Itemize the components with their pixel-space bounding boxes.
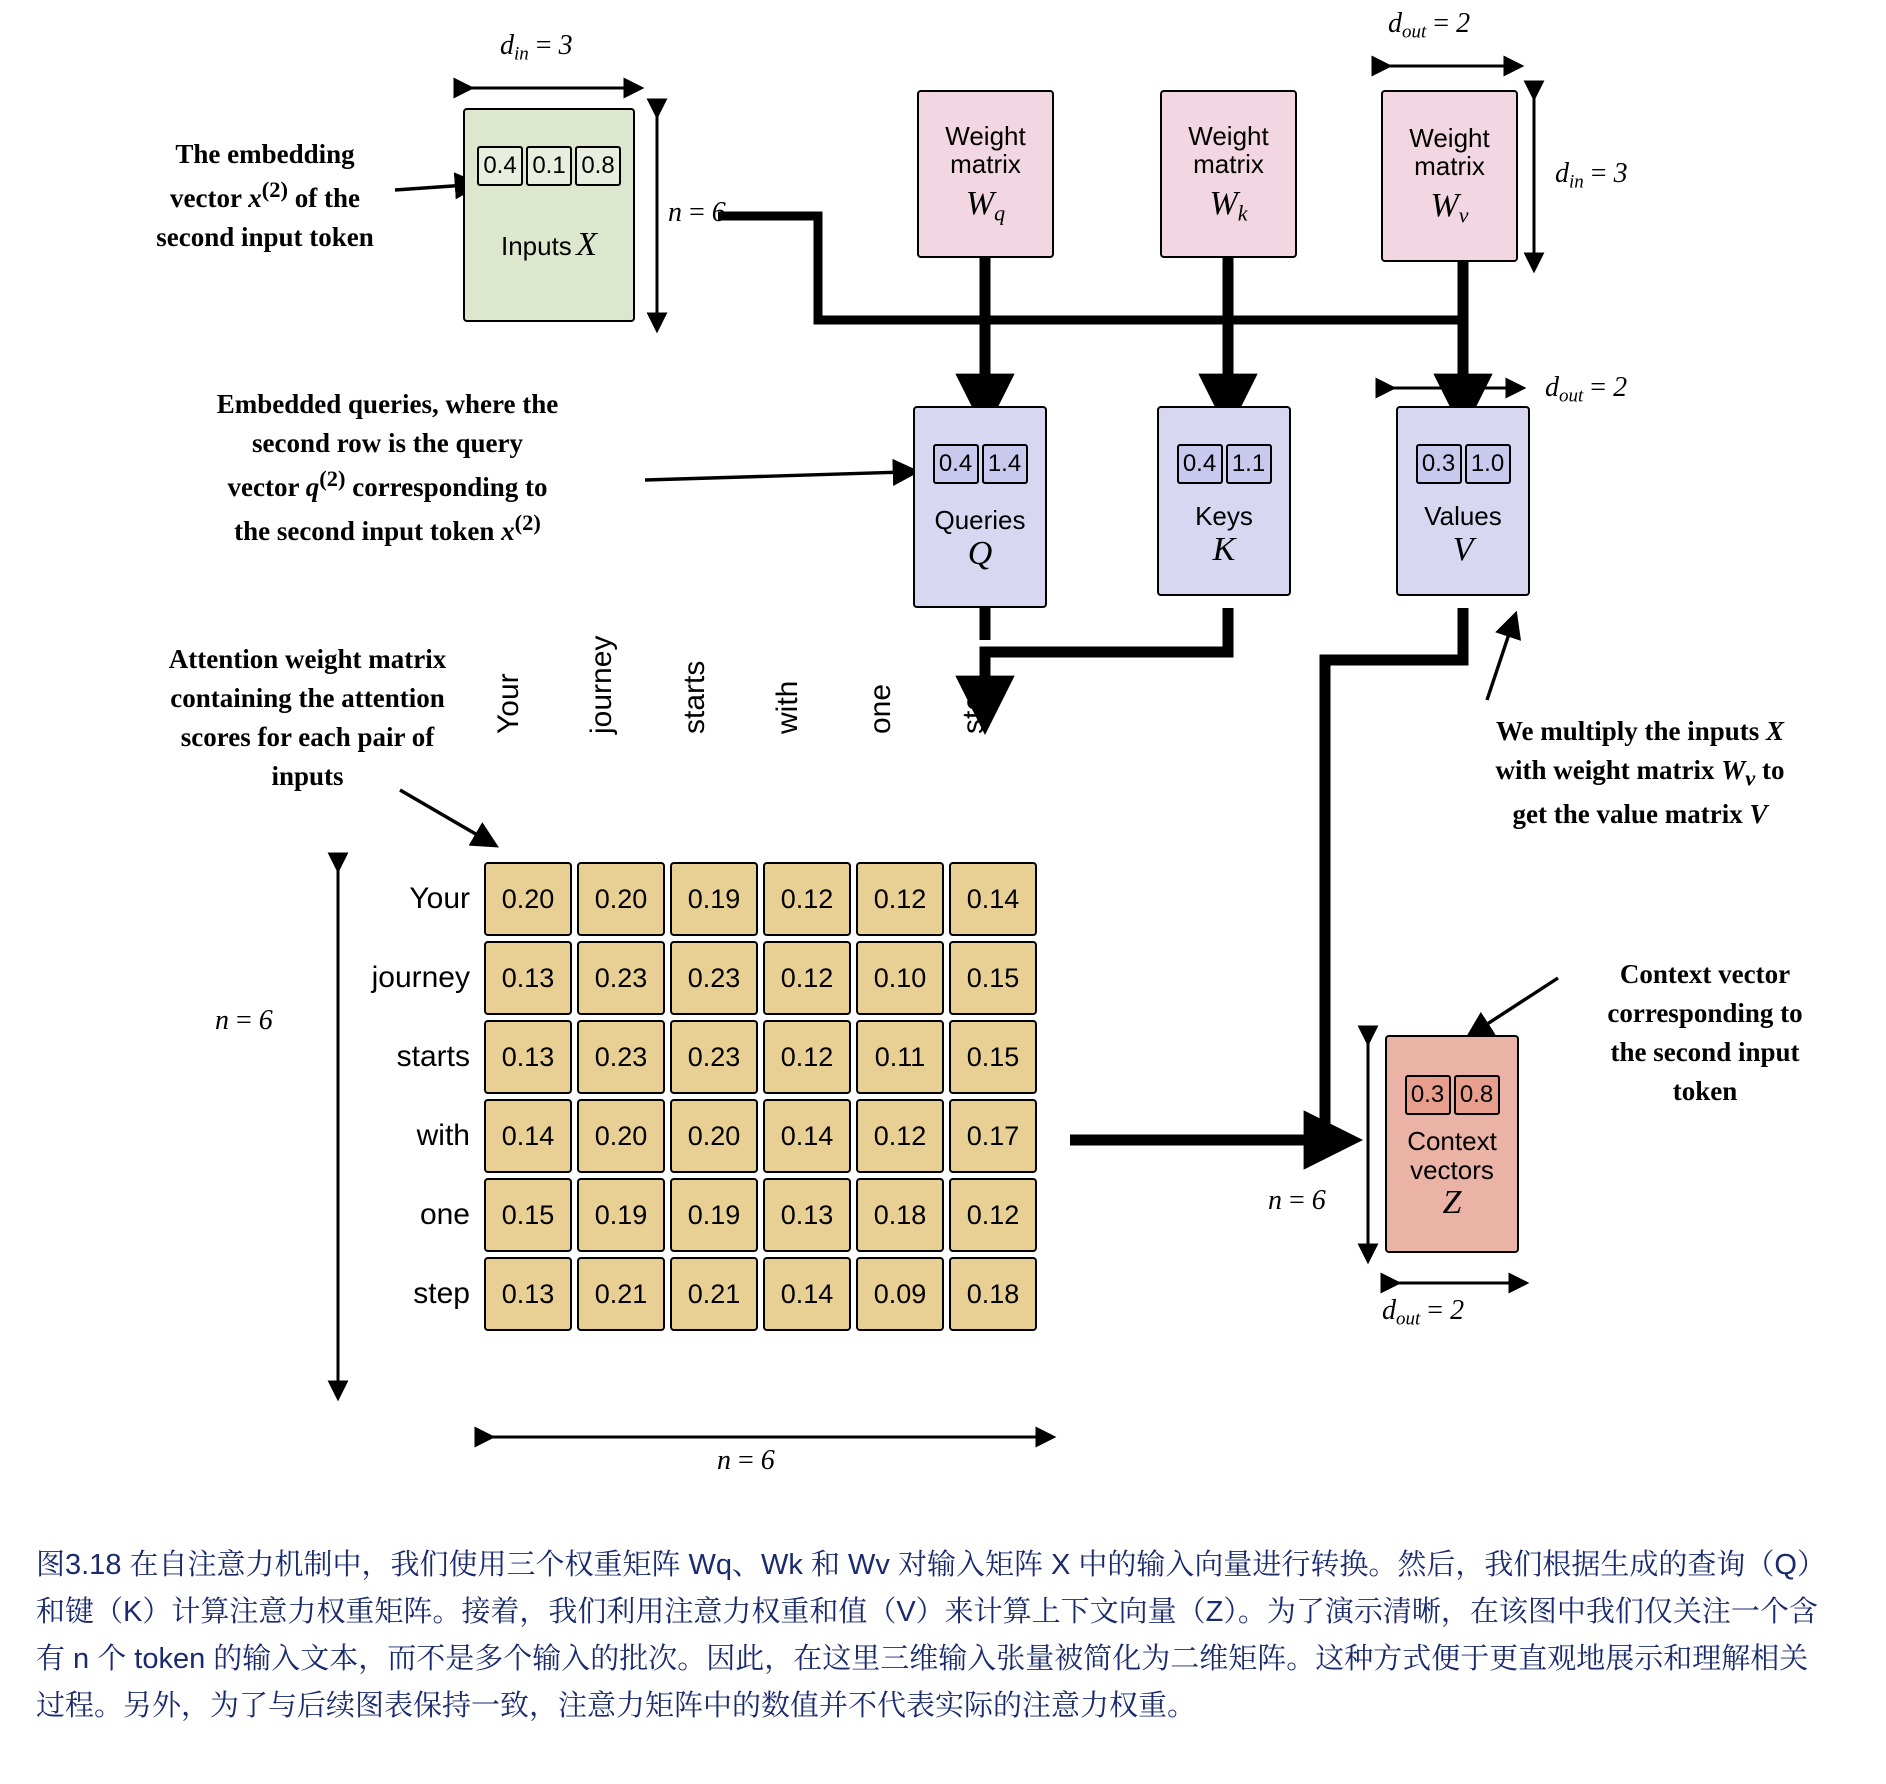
context-row-cells: [1405, 1075, 1500, 1115]
attention-cell-2-1: 0.23: [577, 1020, 665, 1094]
queries-caption: Queries: [934, 505, 1026, 535]
values-matrix: [1396, 406, 1530, 596]
annotation-values-line3: get the value matrix V: [1512, 799, 1768, 830]
annotation-embedding-line1: The embedding: [175, 139, 355, 169]
attention-cell-5-5: 0.18: [949, 1257, 1037, 1331]
attention-row-label-3: with: [416, 1119, 470, 1152]
keys-cell-0: 0.4: [1177, 444, 1223, 484]
values-row-cells: [1416, 444, 1511, 484]
wq-caption-line2: matrix: [950, 149, 1021, 180]
dim-label-dout-wv: $d_{out} = 2$: [1388, 8, 1471, 43]
attention-row-label-4: one: [419, 1198, 470, 1231]
keys-caption: Keys: [1195, 501, 1253, 531]
attention-row-label-0: Your: [409, 882, 470, 915]
keys-matrix: [1157, 406, 1291, 596]
attention-cell-2-3: 0.12: [763, 1020, 851, 1094]
attention-cell-5-2: 0.21: [670, 1257, 758, 1331]
annotation-embedding-line3: second input token: [156, 222, 374, 253]
attention-cell-0-0: 0.20: [484, 862, 572, 936]
annotation-queries-line3: vector $q^{(2)}$ corresponding to: [227, 466, 548, 503]
attention-cell-4-3: 0.13: [763, 1178, 851, 1252]
values-caption: Values: [1424, 501, 1502, 531]
annotation-queries-line2: second row is the query: [251, 428, 523, 459]
annotation-context-line4: token: [1672, 1076, 1738, 1107]
attention-cell-3-2: 0.20: [670, 1099, 758, 1173]
inputs-matrix: [463, 108, 635, 322]
annotation-queries-line1: Embedded queries, where the: [216, 389, 559, 419]
dim-label-dout-values: $d_{out} = 2$: [1545, 372, 1628, 407]
attention-column-labels: [484, 635, 1045, 734]
inputs-caption: Inputs: [500, 231, 572, 261]
attention-cell-4-1: 0.19: [577, 1178, 665, 1252]
attention-cell-4-5: 0.12: [949, 1178, 1037, 1252]
figure-caption: 图3.18 在自注意力机制中，我们使用三个权重矩阵 Wq、Wk 和 Wv 对输入矩阵 X 中的输入向量进行转换。然后，我们根据生成的查询（Q）和键（K）计算注意力权重矩阵。接着，我们利用注意力权重和值（V）来计算上下文向量（Z）。为了演示清晰，在该图中我们仅关注一个含有 n 个 token 的输入文本，而不是多个输入的批次。因此，在这里三维输入张量被简化为二维矩阵。这种方式便于更直观地展示和理解相关过程。另外，为了与后续图表保持一致，注意力矩阵中的数值并不代表实际的注意力权重。: [36, 1549, 1826, 1722]
annotation-embedding-vector: [110, 135, 420, 257]
annotation-attention-matrix: [125, 640, 490, 797]
attention-cell-0-4: 0.12: [856, 862, 944, 936]
attention-row-label-1: journey: [371, 961, 470, 994]
queries-matrix: [913, 406, 1047, 608]
attention-cell-0-2: 0.19: [670, 862, 758, 936]
inputs-row-cells: [477, 146, 621, 186]
attention-cell-4-0: 0.15: [484, 1178, 572, 1252]
attention-cell-1-2: 0.23: [670, 941, 758, 1015]
annotation-context-line2: corresponding to: [1607, 998, 1803, 1029]
wv-caption-line1: Weight: [1409, 122, 1490, 153]
attention-cell-1-0: 0.13: [484, 941, 572, 1015]
attention-col-label-2: starts: [678, 660, 711, 734]
attention-cell-5-4: 0.09: [856, 1257, 944, 1331]
keys-row-cells: [1177, 444, 1272, 484]
wk-caption-line1: Weight: [1188, 120, 1269, 151]
attention-weight-grid: [484, 862, 1037, 1331]
inputs-cell-0: 0.4: [477, 146, 523, 186]
dim-label-n-context: n = 6: [1268, 1185, 1326, 1216]
context-cell-0: 0.3: [1405, 1075, 1451, 1115]
attention-cell-0-5: 0.14: [949, 862, 1037, 936]
context-vectors-matrix: [1385, 1035, 1519, 1253]
annotation-values-line1: We multiply the inputs X: [1495, 716, 1785, 746]
attention-cell-1-1: 0.23: [577, 941, 665, 1015]
wk-caption-line2: matrix: [1193, 149, 1264, 180]
context-symbol: Z: [1442, 1184, 1462, 1222]
attention-col-label-5: step: [957, 677, 990, 734]
keys-symbol: K: [1212, 530, 1236, 568]
queries-row-cells: [933, 444, 1028, 484]
attention-cell-1-4: 0.10: [856, 941, 944, 1015]
attention-cell-2-5: 0.15: [949, 1020, 1037, 1094]
wk-symbol: Wk: [1209, 184, 1248, 226]
annotation-values-line2: with weight matrix $W_v$ to: [1495, 755, 1785, 791]
annotation-attention-line3: scores for each pair of: [180, 722, 435, 753]
wv-symbol: Wv: [1430, 186, 1469, 228]
annotation-attention-line1: Attention weight matrix: [168, 644, 447, 674]
wv-caption-line2: matrix: [1414, 151, 1485, 182]
queries-cell-1: 1.4: [982, 444, 1028, 484]
queries-cell-0: 0.4: [933, 444, 979, 484]
attention-cell-2-0: 0.13: [484, 1020, 572, 1094]
weight-matrix-wk: [1160, 90, 1297, 258]
attention-row-label-5: step: [413, 1277, 470, 1310]
dim-label-n-attention-left: n = 6: [215, 1005, 273, 1036]
annotation-queries-line4: the second input token $x^{(2)}$: [234, 510, 541, 547]
values-cell-0: 0.3: [1416, 444, 1462, 484]
annotation-context-line3: the second input: [1610, 1037, 1800, 1068]
keys-cell-1: 1.1: [1226, 444, 1272, 484]
inputs-caption-line: [501, 226, 597, 264]
attention-cell-0-1: 0.20: [577, 862, 665, 936]
inputs-cell-1: 0.1: [526, 146, 572, 186]
attention-cell-3-4: 0.12: [856, 1099, 944, 1173]
inputs-symbol: X: [576, 226, 598, 263]
context-cell-1: 0.8: [1454, 1075, 1500, 1115]
context-caption-line1: Context: [1407, 1126, 1497, 1156]
dim-label-n-attention-bottom: n = 6: [717, 1445, 775, 1476]
attention-cell-3-3: 0.14: [763, 1099, 851, 1173]
weight-matrix-wq: [917, 90, 1054, 258]
dim-label-din-wv: $d_{in} = 3$: [1555, 158, 1628, 193]
annotation-values-multiply: [1440, 712, 1840, 834]
values-symbol: V: [1452, 530, 1474, 568]
attention-col-label-0: Your: [492, 673, 525, 734]
annotation-context-vector: [1540, 955, 1870, 1112]
attention-row-label-2: starts: [396, 1040, 470, 1073]
attention-cell-5-1: 0.21: [577, 1257, 665, 1331]
attention-cell-1-5: 0.15: [949, 941, 1037, 1015]
inputs-cell-2: 0.8: [575, 146, 621, 186]
dim-label-dout-context: $d_{out} = 2$: [1382, 1295, 1465, 1330]
attention-cell-1-3: 0.12: [763, 941, 851, 1015]
annotation-embedded-queries: [170, 385, 605, 552]
weight-matrix-wv: [1381, 90, 1518, 262]
attention-cell-3-0: 0.14: [484, 1099, 572, 1173]
dim-label-n-inputs: n = 6: [668, 197, 726, 228]
attention-cell-0-3: 0.12: [763, 862, 851, 936]
annotation-context-line1: Context vector: [1619, 959, 1791, 989]
attention-cell-2-2: 0.23: [670, 1020, 758, 1094]
attention-cell-2-4: 0.11: [856, 1020, 944, 1094]
wq-caption-line1: Weight: [945, 120, 1026, 151]
attention-cell-3-1: 0.20: [577, 1099, 665, 1173]
attention-cell-3-5: 0.17: [949, 1099, 1037, 1173]
annotation-attention-line2: containing the attention: [170, 683, 445, 714]
attention-cell-5-0: 0.13: [484, 1257, 572, 1331]
context-caption-line2: vectors: [1410, 1154, 1494, 1185]
wq-symbol: Wq: [965, 184, 1006, 226]
attention-col-label-4: one: [864, 683, 897, 734]
annotation-attention-line4: inputs: [271, 761, 344, 792]
annotation-embedding-line2: vector $x^{(2)}$ of the: [170, 177, 360, 214]
values-cell-1: 1.0: [1465, 444, 1511, 484]
attention-cell-4-4: 0.18: [856, 1178, 944, 1252]
dim-label-din-inputs: $d_{in} = 3$: [500, 30, 573, 65]
queries-symbol: Q: [967, 534, 993, 572]
attention-cell-4-2: 0.19: [670, 1178, 758, 1252]
attention-cell-5-3: 0.14: [763, 1257, 851, 1331]
attention-col-label-3: with: [771, 680, 804, 734]
attention-col-label-1: journey: [585, 635, 618, 734]
